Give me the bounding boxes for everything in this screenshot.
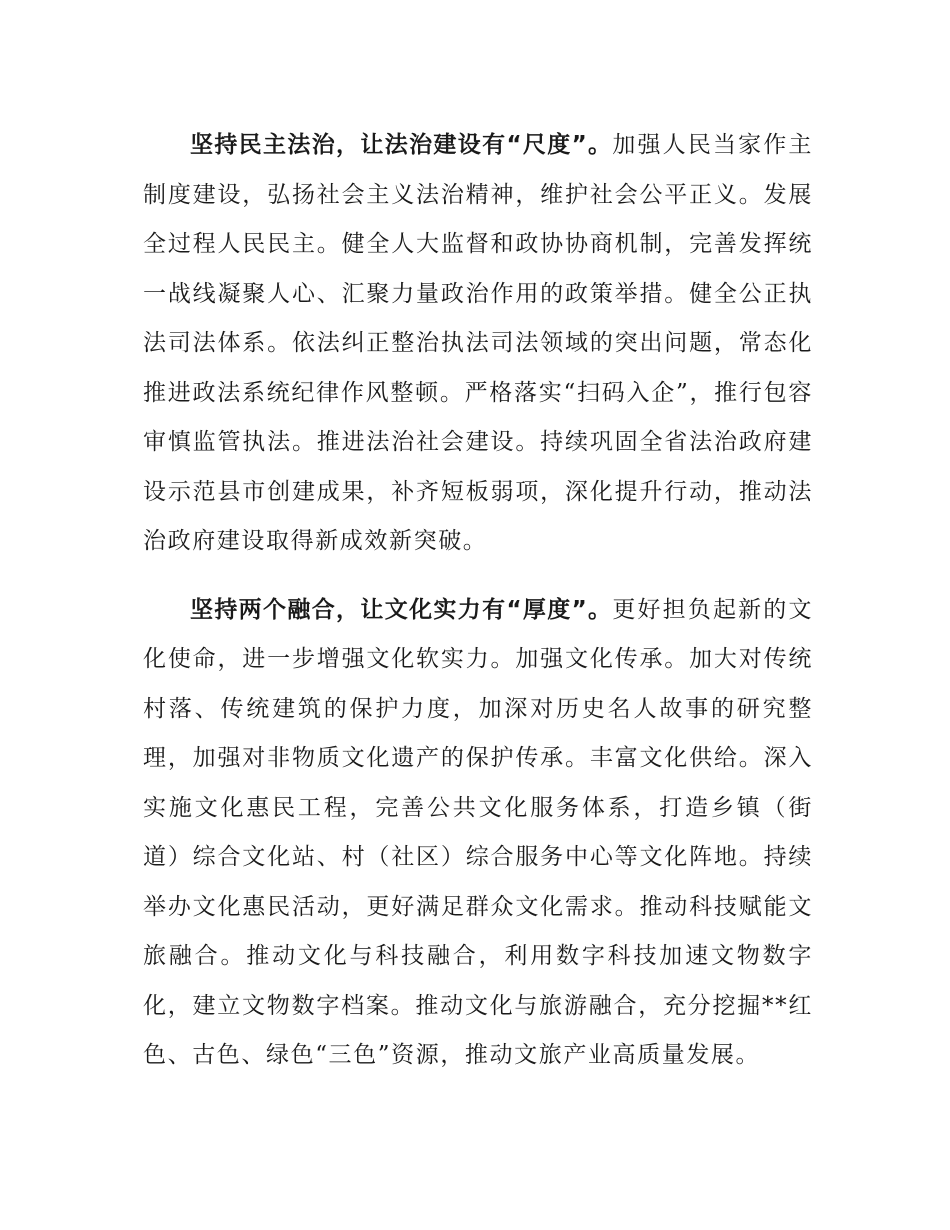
- paragraph-text: 加强人民当家作主制度建设，弘扬社会主义法治精神，维护社会公平正义。发展全过程人民民主。健全人大监督和政协协商机制，完善发挥统一战线凝聚人心、汇聚力量政治作用的政策举措。健全公正执法司法体系。依法纠正整治执法司法领域的突出问题，常态化推进政法系统纪律作风整顿。严格落实“扫码入企”，推行包容审慎监管执法。推进法治社会建设。持续巩固全省法治政府建设示范县市创建成果，补齐短板弱项，深化提升行动，推动法治政府建设取得新成效新突破。: [143, 132, 813, 554]
- paragraph-rule-of-law: [143, 121, 813, 567]
- paragraph-culture: [143, 586, 813, 1081]
- document-body: [143, 121, 813, 1081]
- paragraph-heading: 坚持两个融合，让文化实力有“厚度”。: [190, 596, 613, 623]
- paragraph-heading: 坚持民主法治，让法治建设有“尺度”。: [190, 132, 613, 158]
- paragraph-text: 更好担负起新的文化使命，进一步增强文化软实力。加强文化传承。加大对传统村落、传统建筑的保护力度，加深对历史名人故事的研究整理，加强对非物质文化遗产的保护传承。丰富文化供给。深入实施文化惠民工程，完善公共文化服务体系，打造乡镇（街道）综合文化站、村（社区）综合服务中心等文化阵地。持续举办文化惠民活动，更好满足群众文化需求。推动科技赋能文旅融合。推动文化与科技融合，利用数字科技加速文物数字化，建立文物数字档案。推动文化与旅游融合，充分挖掘**红色、古色、绿色“三色”资源，推动文旅产业高质量发展。: [143, 596, 813, 1068]
